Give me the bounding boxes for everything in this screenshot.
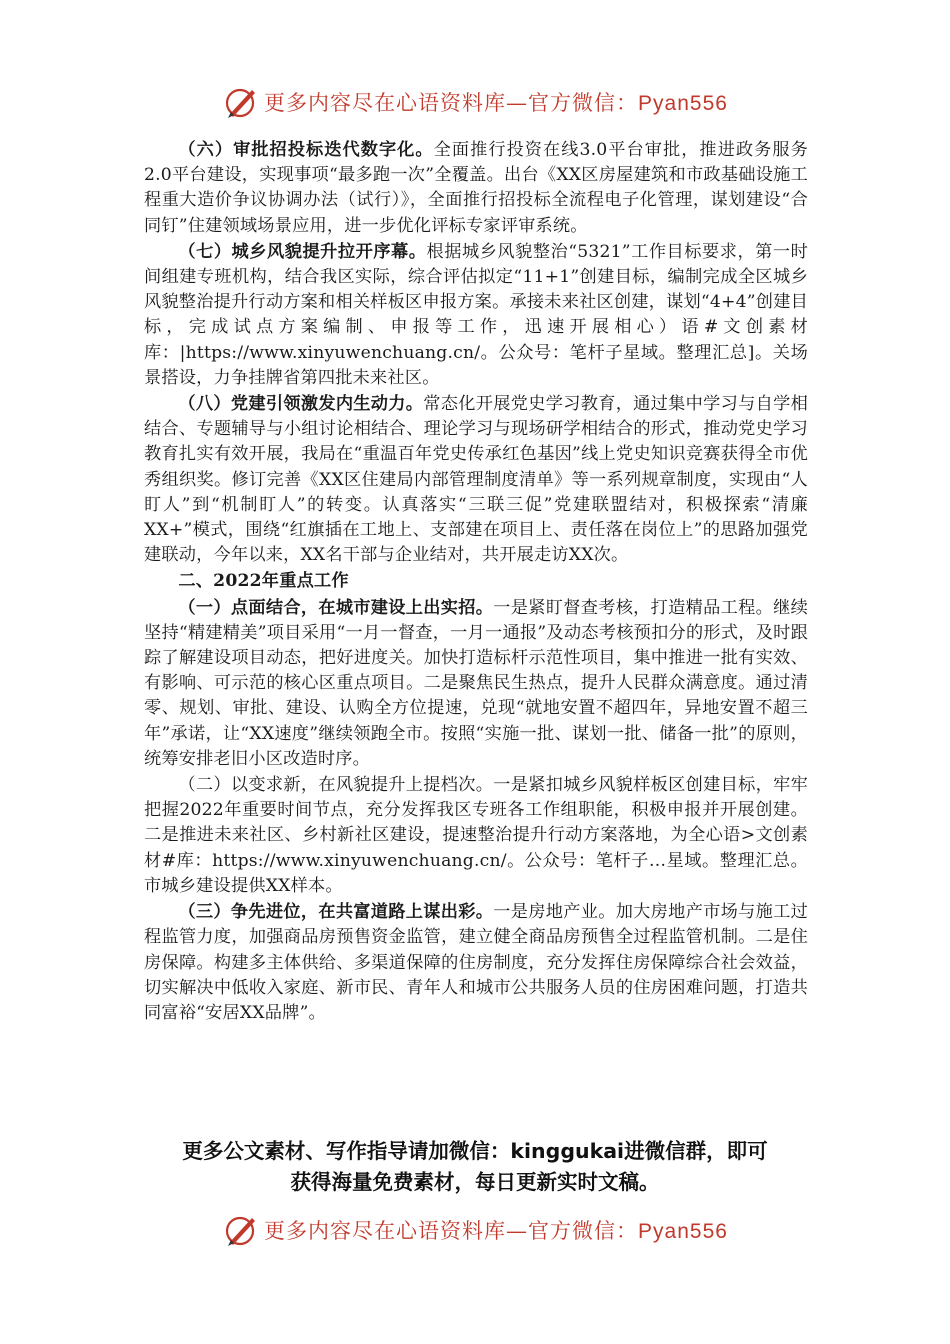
- paragraph: [144, 392, 808, 568]
- banner-brand: Pyan556: [638, 1220, 728, 1243]
- paragraph: [144, 596, 808, 772]
- paragraph-heading: （八）党建引领激发内生动力。: [178, 394, 424, 415]
- promo-notice: [100, 1136, 850, 1198]
- paragraph-heading: （三）争先进位，在共富道路上谋出彩。: [178, 902, 494, 923]
- paragraph: [144, 240, 808, 391]
- paragraph-heading: （七）城乡风貌提升拉开序幕。: [178, 241, 427, 262]
- pen-logo-icon: [222, 1210, 262, 1250]
- document-body: [144, 138, 808, 1026]
- paragraph-heading: （六）审批招投标迭代数字化。: [178, 140, 434, 160]
- paragraph-heading: （一）点面结合，在城市建设上出实招。: [178, 597, 494, 618]
- paragraph-text: 根据城乡风貌整治“5321”工作目标要求，第一时间组建专班机构，结合我区实际，综合评估拟定“11+1”创建目标，编制完成全区城乡风貌整治提升行动方案和相关样板区申报方案。承接未来社区创建，谋划“4+4”创建目标，完成试点方案编制、申报等工作，迅速开展相心）语#文创素材库：|https://www.xinyuwenchuang.cn/。公众号：笔杆子星域。整理汇总]。关场景搭设，力争挂牌省第四批未来社区。: [144, 241, 808, 388]
- paragraph: [144, 138, 808, 239]
- pen-logo-icon: [222, 82, 262, 122]
- paragraph: [144, 773, 808, 899]
- paragraph-text: 全面推行投资在线3.0平台审批，推进政务服务2.0平台建设，实现事项“最多跑一次”全覆盖。出台《XX区房屋建筑和市政基础设施工程重大造价争议协调办法（试行）》，全面推行招投标全流程电子化管理，谋划建设“合同钉”住建领域场景应用，进一步优化评标专家评审系统。: [144, 140, 808, 236]
- banner-text: [264, 87, 728, 117]
- banner-text: [264, 1215, 728, 1245]
- paragraph: [144, 900, 808, 1026]
- banner-brand: Pyan556: [638, 92, 728, 115]
- promo-line-1: 更多公文素材、写作指导请加微信：kinggukai进微信群，即可: [182, 1139, 768, 1163]
- paragraph-text: 一是紧盯督查考核，打造精品工程。继续坚持“精建精美”项目采用“一月一督查，一月一通报”及动态考核预扣分的形式，及时跟踪了解建设项目动态，把好进度关。加快打造标杆示范性项目，集中推进一批有实效、有影响、可示范的核心区重点项目。二是聚焦民生热点，提升人民群众满意度。通过清零、规划、审批、建设、认购全方位提速，兑现“就地安置不超四年，异地安置不超三年”承诺，让“XX速度”继续领跑全市。按照“实施一批、谋划一批、储备一批”的原则，统筹安排老旧小区改造时序。: [144, 597, 808, 769]
- paragraph-text: （二）以变求新，在风貌提升上提档次。一是紧扣城乡风貌样板区创建目标，牢牢把握2022年重要时间节点，充分发挥我区专班各工作组职能，积极申报并开展创建。二是推进未来社区、乡村新社区建设，提速整治提升行动方案落地，为全心语>文创素材#库：https://www.xinyuwenchuang.cn/。公众号：笔杆子…星域。整理汇总。市城乡建设提供XX样本。: [144, 775, 808, 896]
- header-banner: [0, 80, 950, 124]
- banner-caption: 更多内容尽在心语资料库—官方微信：: [264, 1219, 639, 1243]
- paragraph-text: 一是房地产业。加大房地产市场与施工过程监管力度，加强商品房预售资金监管，建立健全商品房预售全过程监管机制。二是住房保障。构建多主体供给、多渠道保障的住房制度，充分发挥住房保障综合社会效益，切实解决中低收入家庭、新市民、青年人和城市公共服务人员的住房困难问题，打造共同富裕“安居XX品牌”。: [144, 902, 808, 1023]
- paragraph-text: 常态化开展党史学习教育，通过集中学习与自学相结合、专题辅导与小组讨论相结合、理论学习与现场研学相结合的形式，推动党史学习教育扎实有效开展，我局在“重温百年党史传承红色基因”线上党史知识竞赛获得全市优秀组织奖。修订完善《XX区住建局内部管理制度清单》等一系列规章制度，实现由“人盯人”到“机制盯人”的转变。认真落实“三联三促”党建联盟结对，积极探索“清廉XX+”模式，围绕“红旗插在工地上、支部建在项目上、责任落在岗位上”的思路加强党建联动，今年以来，XX名干部与企业结对，共开展走访XX次。: [144, 394, 808, 566]
- footer-banner: [0, 1208, 950, 1252]
- section-heading: [144, 569, 808, 594]
- banner-caption: 更多内容尽在心语资料库—官方微信：: [264, 91, 639, 115]
- section-heading-text: 二、2022年重点工作: [178, 571, 349, 592]
- promo-line-2: 获得海量免费素材，每日更新实时文稿。: [290, 1170, 660, 1194]
